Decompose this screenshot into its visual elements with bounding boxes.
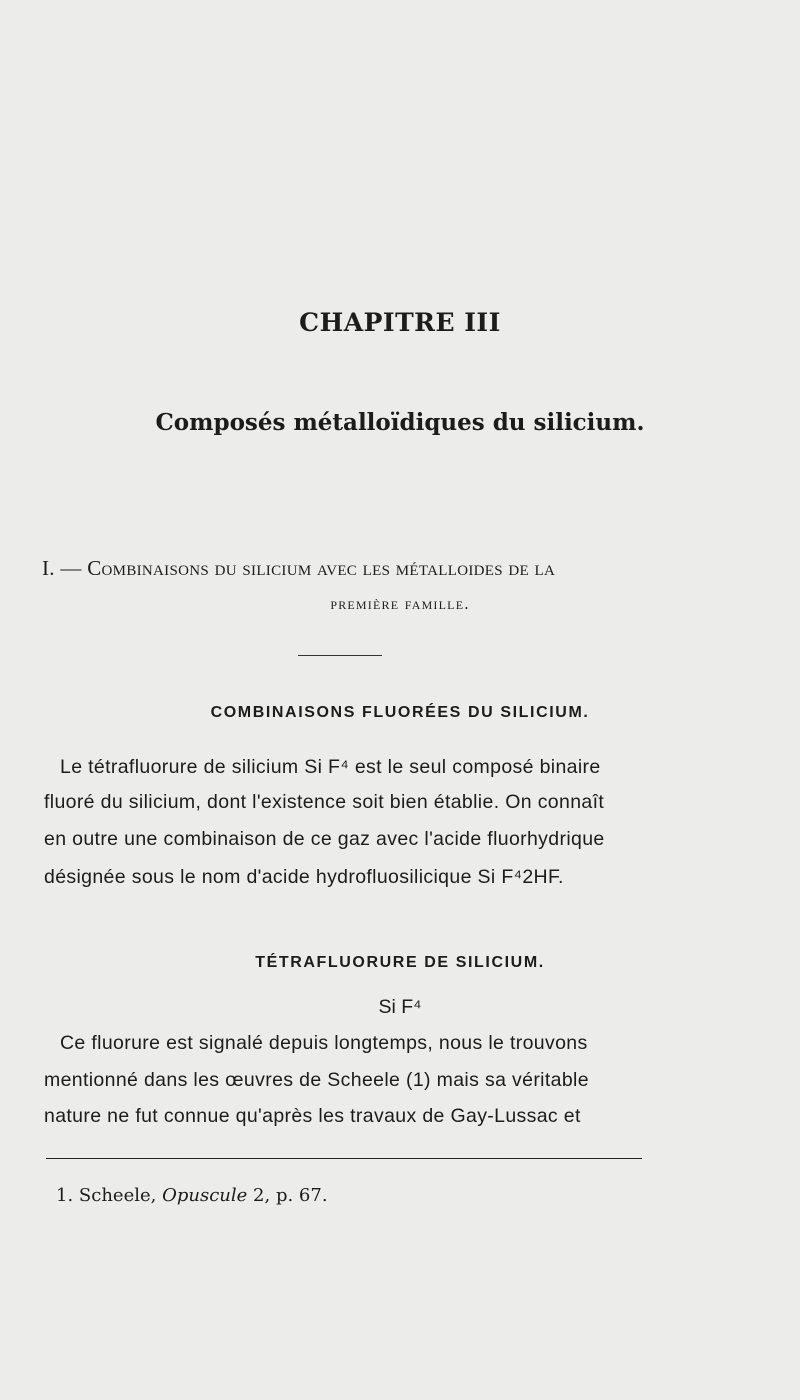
paragraph-2-line-3: nature ne fut connue qu'après les travaux de Gay-Lussac et bbox=[44, 1105, 581, 1127]
paragraph-2-line-1: Ce fluorure est signalé depuis longtemps, nous le trouvons bbox=[60, 1032, 588, 1054]
footnote-work: Opuscule bbox=[162, 1185, 248, 1206]
footnote-author: Scheele, bbox=[78, 1185, 157, 1206]
paragraph-1-line-2: fluoré du silicium, dont l'existence soit bien établie. On connaît bbox=[44, 791, 605, 813]
subsection-heading-tetrafluoride: TÉTRAFLUORURE DE SILICIUM. bbox=[255, 954, 545, 971]
chemical-formula: Si F⁴ bbox=[378, 996, 422, 1018]
footnote-marker: 1. bbox=[56, 1185, 74, 1206]
subsection-heading-fluorine: COMBINAISONS FLUORÉES DU SILICIUM. bbox=[210, 704, 590, 721]
footnote-separator bbox=[46, 1158, 642, 1159]
section-divider bbox=[298, 655, 382, 656]
footnote-reference: 2, p. 67. bbox=[253, 1185, 328, 1206]
paragraph-2-line-2: mentionné dans les œuvres de Scheele (1) mais sa véritable bbox=[44, 1069, 589, 1091]
paragraph-1-line-1: Le tétrafluorure de silicium Si F⁴ est le seul composé binaire bbox=[60, 756, 601, 778]
paragraph-1-line-3: en outre une combinaison de ce gaz avec l'acide fluorhydrique bbox=[44, 828, 605, 850]
footnote bbox=[56, 1185, 328, 1206]
paragraph-1-line-4: désignée sous le nom d'acide hydrofluosilicique Si F⁴2HF. bbox=[44, 866, 564, 888]
section-heading-line-2: première famille. bbox=[330, 594, 470, 613]
chapter-title: CHAPITRE III bbox=[299, 308, 501, 337]
section-heading-line-1: I. — Combinaisons du silicium avec les métalloides de la bbox=[42, 556, 556, 580]
chapter-subtitle: Composés métalloïdiques du silicium. bbox=[155, 409, 645, 436]
